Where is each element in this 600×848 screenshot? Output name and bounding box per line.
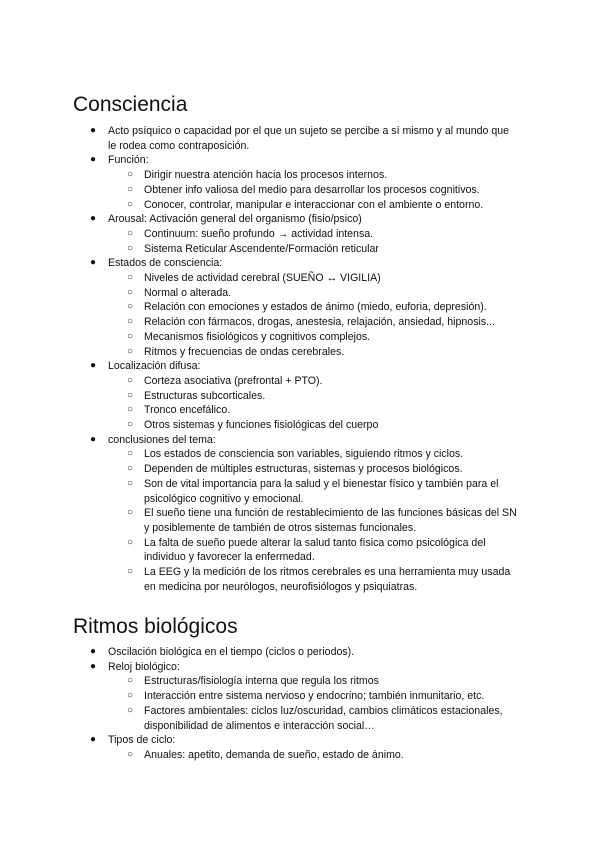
list-item <box>0 645 600 660</box>
hollow-bullet-icon: ○ <box>127 198 134 210</box>
filled-bullet-icon: ● <box>90 154 97 166</box>
list-item <box>0 286 600 301</box>
list-item-text: Factores ambientales: ciclos luz/oscuridad, cambios climáticos estacionales, disponibilidad de alimentos e interacción social… <box>144 704 503 732</box>
list-item-text: Corteza asociativa (prefrontal + PTO). <box>144 374 323 387</box>
hollow-bullet-icon: ○ <box>127 286 134 298</box>
list-item-text: Conocer, controlar, manipular e interaccionar con el ambiente o entorno. <box>144 198 484 211</box>
filled-bullet-icon: ● <box>90 433 97 445</box>
filled-bullet-icon: ● <box>90 213 97 225</box>
list-item <box>0 168 600 183</box>
hollow-bullet-icon: ○ <box>127 227 134 239</box>
bullet-list-consciencia <box>0 124 600 595</box>
hollow-bullet-icon: ○ <box>127 463 134 475</box>
list-item <box>0 748 600 763</box>
filled-bullet-icon: ● <box>90 660 97 672</box>
hollow-bullet-icon: ○ <box>127 316 134 328</box>
list-item-text: Dependen de múltiples estructuras, sistemas y procesos biológicos. <box>144 463 463 476</box>
hollow-bullet-icon: ○ <box>127 704 134 716</box>
list-item-text: Relación con fármacos, drogas, anestesia, relajación, ansiedad, hipnosis... <box>144 316 495 329</box>
list-item <box>0 227 600 242</box>
hollow-bullet-icon: ○ <box>127 536 134 548</box>
list-item-text: Arousal: Activación general del organismo (fisio/psico) <box>108 213 362 226</box>
list-item <box>0 374 600 389</box>
list-item <box>0 447 600 462</box>
list-item-text: Anuales: apetito, demanda de sueño, estado de ánimo. <box>144 748 404 761</box>
list-item <box>0 418 600 433</box>
list-item <box>0 403 600 418</box>
hollow-bullet-icon: ○ <box>127 566 134 578</box>
hollow-bullet-icon: ○ <box>127 301 134 313</box>
list-item-text: Localización difusa: <box>108 360 201 373</box>
list-item-text: Función: <box>108 154 149 167</box>
list-item-text: Reloj biológico: <box>108 660 180 673</box>
filled-bullet-icon: ● <box>90 257 97 269</box>
list-item <box>0 704 600 733</box>
hollow-bullet-icon: ○ <box>127 169 134 181</box>
filled-bullet-icon: ● <box>90 125 97 136</box>
hollow-bullet-icon: ○ <box>127 330 134 342</box>
list-item-text: Estados de consciencia: <box>108 257 223 270</box>
section-title-ritmos-biologicos: Ritmos biológicos <box>73 615 238 638</box>
hollow-bullet-icon: ○ <box>127 272 134 284</box>
list-item-text: Otros sistemas y funciones fisiológicas del cuerpo <box>144 419 379 432</box>
list-item <box>0 433 600 448</box>
list-item <box>0 462 600 477</box>
list-item <box>0 124 600 153</box>
list-item-text: Niveles de actividad cerebral (SUEÑO ↔ VIGILIA) <box>144 272 381 285</box>
list-item <box>0 733 600 748</box>
hollow-bullet-icon: ○ <box>127 183 134 195</box>
hollow-bullet-icon: ○ <box>127 477 134 489</box>
list-item <box>0 153 600 168</box>
list-item <box>0 330 600 345</box>
list-item-text: El sueño tiene una función de restablecimiento de las funciones básicas del SN y posiblemente de también de otros sistemas funcionales. <box>144 507 517 534</box>
list-item <box>0 565 600 594</box>
list-item-text: La EEG y la medición de los ritmos cerebrales es una herramienta muy usada en medicina por neurólogos, neurofisiólogos y psiquiatras. <box>144 566 511 593</box>
list-item <box>0 242 600 257</box>
list-item <box>0 271 600 286</box>
list-item-text: Oscilación biológica en el tiempo (ciclos o periodos). <box>108 646 355 658</box>
list-item <box>0 477 600 506</box>
list-item <box>0 198 600 213</box>
section-title-consciencia: Consciencia <box>73 93 188 116</box>
list-item <box>0 660 600 675</box>
list-item <box>0 689 600 704</box>
list-item <box>0 359 600 374</box>
list-item <box>0 389 600 404</box>
list-item-text: Dirigir nuestra atención hacia los procesos internos. <box>144 169 388 182</box>
list-item-text: Tipos de ciclo: <box>108 734 176 747</box>
hollow-bullet-icon: ○ <box>127 242 134 254</box>
list-item <box>0 506 600 535</box>
hollow-bullet-icon: ○ <box>127 345 134 357</box>
list-item-text: conclusiones del tema: <box>108 433 216 446</box>
list-item <box>0 212 600 227</box>
filled-bullet-icon: ● <box>90 646 97 657</box>
hollow-bullet-icon: ○ <box>127 448 134 460</box>
filled-bullet-icon: ● <box>90 734 97 746</box>
list-item-text: Acto psíquico o capacidad por el que un sujeto se percibe a sí mismo y al mundo que le rodea como contraposición. <box>108 125 510 152</box>
list-item-text: Normal o alterada. <box>144 286 232 299</box>
list-item <box>0 256 600 271</box>
list-item-text: Son de vital importancia para la salud y el bienestar físico y también para el psicológico cognitivo y emocional. <box>144 477 499 505</box>
list-item <box>0 315 600 330</box>
list-item-text: Estructuras subcorticales. <box>144 389 266 402</box>
hollow-bullet-icon: ○ <box>127 507 134 519</box>
list-item <box>0 674 600 689</box>
hollow-bullet-icon: ○ <box>127 748 134 760</box>
list-item <box>0 183 600 198</box>
list-item-text: Sistema Reticular Ascendente/Formación reticular <box>144 242 379 255</box>
bullet-list-ritmos-biologicos <box>0 645 600 763</box>
hollow-bullet-icon: ○ <box>127 374 134 386</box>
hollow-bullet-icon: ○ <box>127 419 134 431</box>
hollow-bullet-icon: ○ <box>127 389 134 401</box>
list-item-text: Estructuras/fisiología interna que regula los ritmos <box>144 675 379 688</box>
list-item-text: Obtener info valiosa del medio para desarrollar los procesos cognitivos. <box>144 183 480 196</box>
list-item <box>0 300 600 315</box>
list-item-text: Tronco encefálico. <box>144 404 231 417</box>
list-item-text: Ritmos y frecuencias de ondas cerebrales. <box>144 345 345 358</box>
hollow-bullet-icon: ○ <box>127 690 134 702</box>
list-item-text: Mecanismos fisiológicos y cognitivos complejos. <box>144 330 371 343</box>
hollow-bullet-icon: ○ <box>127 404 134 416</box>
list-item <box>0 345 600 360</box>
filled-bullet-icon: ● <box>90 360 97 372</box>
list-item-text: Relación con emociones y estados de ánimo (miedo, euforia, depresión). <box>144 301 487 314</box>
hollow-bullet-icon: ○ <box>127 675 134 687</box>
list-item-text: La falta de sueño puede alterar la salud tanto física como psicológica del individuo y favorecer la enfermedad. <box>144 536 486 564</box>
list-item-text: Interacción entre sistema nervioso y endocrino; también inmunitario, etc. <box>144 690 485 703</box>
list-item-text: Continuum: sueño profundo → actividad intensa. <box>144 227 374 240</box>
list-item <box>0 536 600 565</box>
list-item-text: Los estados de consciencia son variables, siguiendo ritmos y ciclos. <box>144 448 464 461</box>
